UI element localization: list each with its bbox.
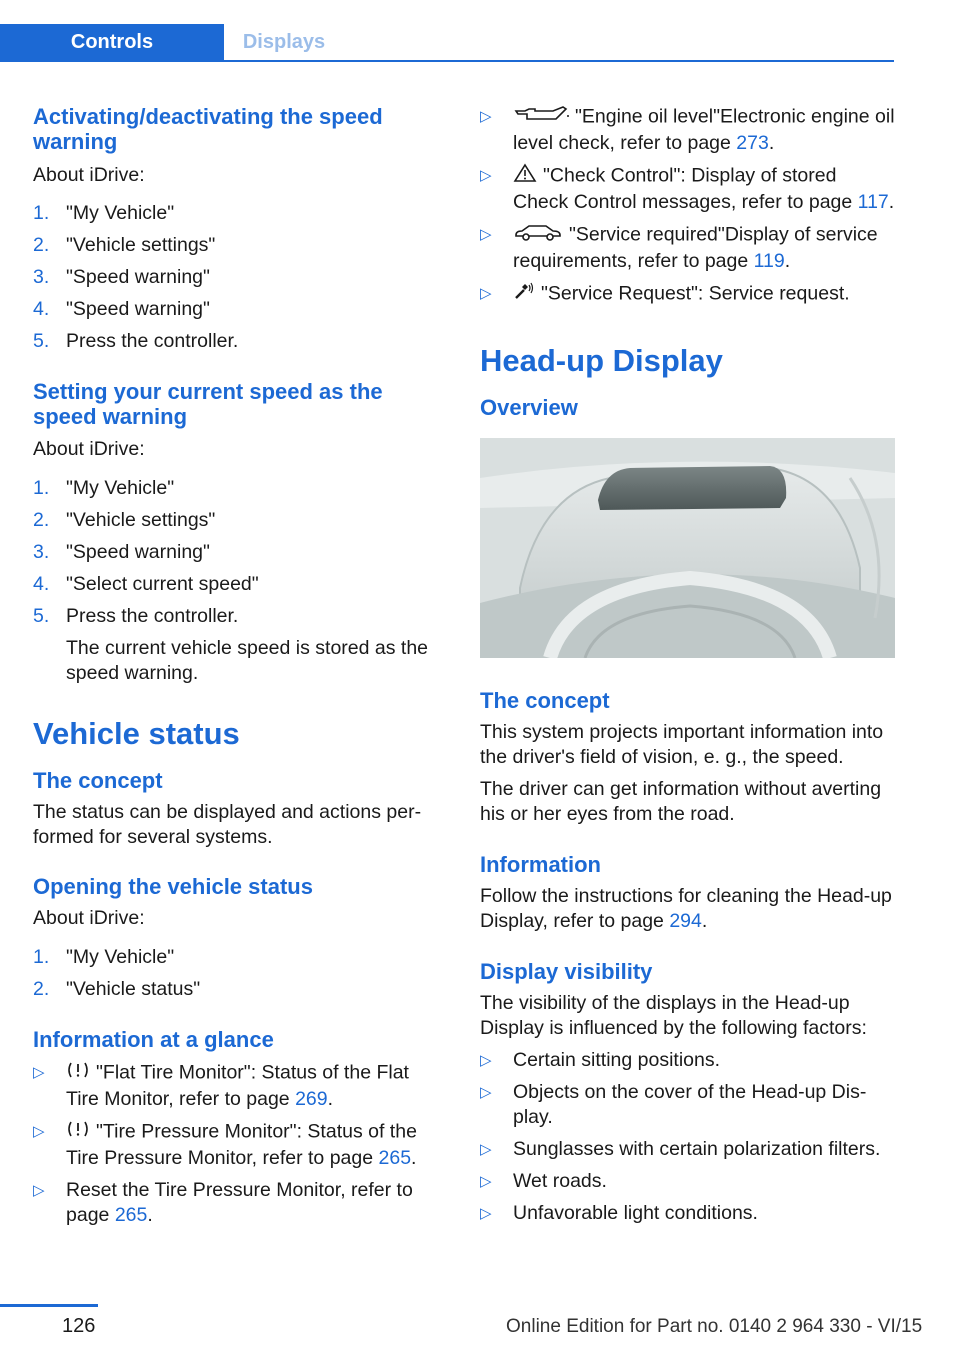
list-item: ▷ Wet roads. [480,1170,607,1192]
tire-warning-icon [66,1119,90,1146]
hud-info-title: Information [480,852,601,877]
right-column [480,100,895,1226]
list-item: ▷ Sunglasses with certain polarization filters. [480,1138,881,1160]
status-list [480,104,895,308]
list-item: ▷ Objects on the cover of the Head-up Dis-play. [480,1081,867,1128]
vehicle-status-title: Vehicle status [33,716,240,751]
header-rule [0,60,894,62]
car-icon [513,222,563,249]
hud-overview-title: Overview [480,395,578,420]
list-item: 1. "My Vehicle" [33,946,175,968]
left-column [33,100,443,1228]
list-item: 2. "Vehicle settings" [33,509,216,531]
vehicle-status-concept-text: The status can be displayed and actions per-formed for several systems. [33,801,422,848]
hud-concept-p1: This system projects important information into the driver's field of vision, e. g., the speed. [480,721,884,768]
list-item: ▷ "Service Request": Service request. [480,281,895,308]
list-item: 2. "Vehicle settings" [33,234,216,256]
list-item: 3. "Speed warning" [33,541,210,563]
page-link-269[interactable]: 269 [295,1088,328,1110]
set-speed-note: The current vehicle speed is stored as the speed warning. [66,637,429,684]
opening-status-title: Opening the vehicle status [33,874,313,899]
list-item: 2. "Vehicle status" [33,978,201,1000]
tire-warning-icon [66,1060,90,1087]
hud-visibility-intro: The visibility of the displays in the Head-up Display is influenced by the following factors: [480,992,867,1039]
list-item: 5. Press the controller. [33,330,239,352]
hud-concept-title: The concept [480,688,610,713]
vehicle-status-concept-title: The concept [33,768,163,793]
opening-status-steps [33,945,443,1002]
header-tabs [0,24,344,60]
page-link-265[interactable]: 265 [378,1147,412,1169]
page-link-117[interactable]: 117 [857,191,889,213]
speed-warning-intro: About iDrive: [33,164,145,186]
page-link-294[interactable]: 294 [669,910,702,932]
list-item: 1. "My Vehicle" [33,202,175,224]
list-item: ▷ "Tire Pressure Monitor": Status of the Tire Pressure Monitor, refer to page 265. [33,1120,417,1169]
page-link-273[interactable]: 273 [736,132,769,154]
hud-visibility-title: Display visibility [480,959,653,984]
service-wrench-icon [513,281,535,308]
set-speed-steps [33,476,443,629]
page-link-119[interactable]: 119 [753,250,785,272]
warning-triangle-icon [513,163,537,190]
list-item: 5. Press the controller. [33,605,239,627]
hud-concept-p2: The driver can get information without averting his or her eyes from the road. [480,778,882,825]
edition-text: Online Edition for Part no. 0140 2 964 330 - VI/15 [506,1316,923,1337]
list-item: ▷ "Check Control": Display of stored Check Control messages, refer to page 117. [480,164,895,213]
hud-title: Head-up Display [480,343,723,378]
speed-warning-steps [33,201,443,354]
list-item: ▷ Unfavorable light conditions. [480,1202,758,1224]
hud-photo [480,438,895,658]
tab-controls[interactable]: Controls [0,24,224,60]
page-number: 126 [62,1315,96,1337]
list-item: 4. "Select current speed" [33,573,259,595]
page-link-265[interactable]: 265 [114,1204,148,1226]
list-item: ▷ Reset the Tire Pressure Monitor, refer to page 265. [33,1179,413,1226]
list-item: 4. "Speed warning" [33,298,210,320]
set-speed-intro: About iDrive: [33,438,145,460]
list-item: ▷ "Flat Tire Monitor": Status of the Flat Tire Monitor, refer to page 269. [33,1061,409,1110]
list-item: ▷ "Engine oil level"Electronic engine oil level check, refer to page 273. [480,105,895,154]
glance-list [33,1060,443,1228]
speed-warning-title: Activating/deactivating the speed warning [33,104,383,154]
list-item: ▷ "Service required"Display of service requirements, refer to page 119. [480,223,878,272]
oil-can-icon [513,104,569,131]
list-item: 1. "My Vehicle" [33,477,175,499]
opening-status-intro: About iDrive: [33,907,145,929]
tab-displays[interactable]: Displays [242,30,326,53]
visibility-factors [480,1048,895,1226]
glance-title: Information at a glance [33,1027,274,1052]
footer-rule [0,1304,98,1307]
list-item: 3. "Speed warning" [33,266,210,288]
hud-info-text: Follow the instructions for cleaning the Head-up Display, refer to page 294. [480,885,892,932]
set-speed-title: Setting your current speed as the speed warning [33,379,383,429]
list-item: ▷ Certain sitting positions. [480,1049,721,1071]
